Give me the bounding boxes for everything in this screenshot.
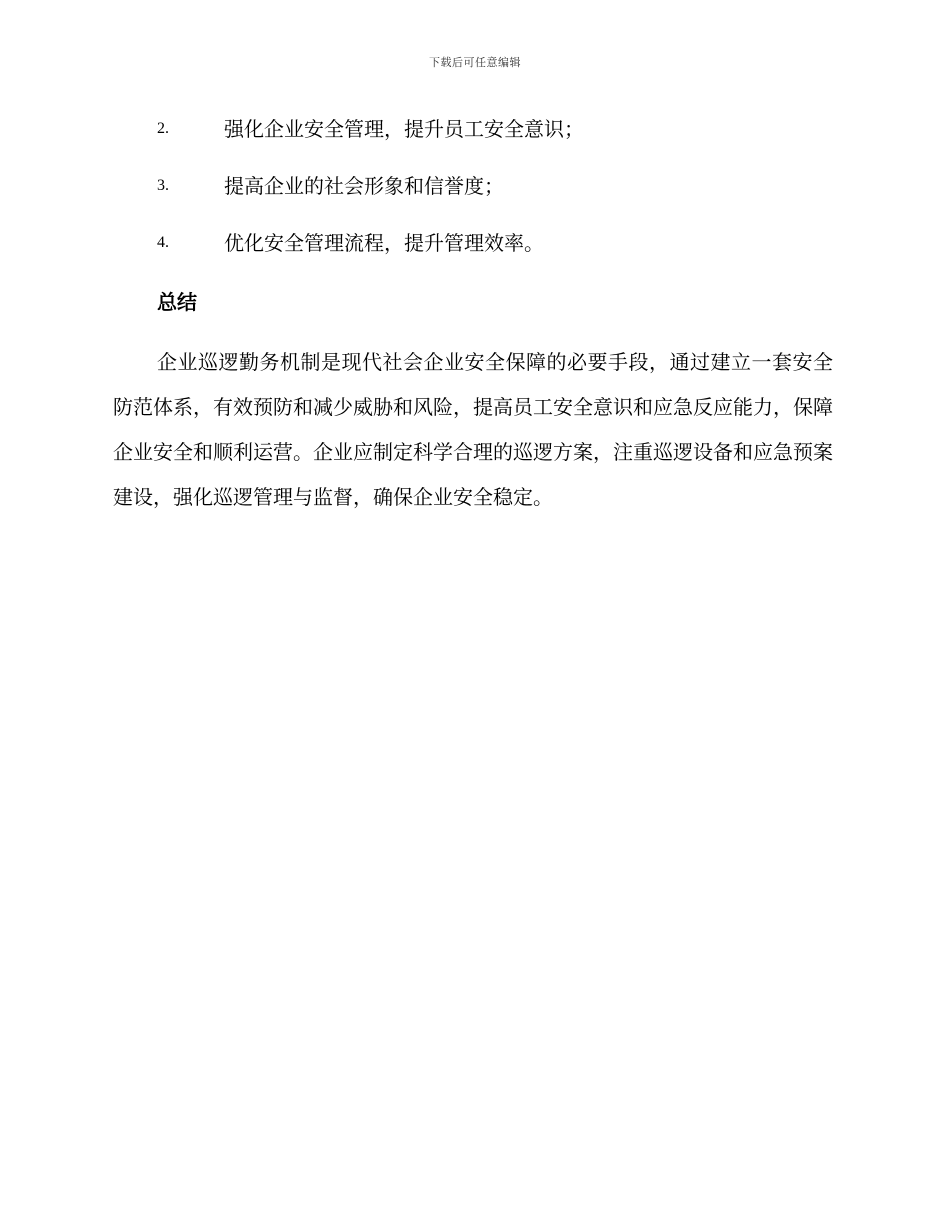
list-item-number: 3.	[157, 177, 169, 194]
list-item	[157, 114, 837, 171]
numbered-list	[157, 114, 837, 285]
list-item	[157, 228, 837, 285]
list-item-text: 优化安全管理流程，提升管理效率。	[224, 231, 544, 255]
list-item-number: 2.	[157, 120, 169, 137]
list-item-number: 4.	[157, 234, 169, 251]
list-item-text: 强化企业安全管理，提升员工安全意识；	[224, 117, 584, 141]
summary-paragraph: 企业巡逻勤务机制是现代社会企业安全保障的必要手段，通过建立一套安全防范体系，有效预防和减少威胁和风险，提高员工安全意识和应急反应能力，保障企业安全和顺利运营。企业应制定科学合理的巡逻方案，注重巡逻设备和应急预案建设，强化巡逻管理与监督，确保企业安全稳定。	[113, 350, 833, 509]
header-note: 下载后可任意编辑	[429, 56, 521, 69]
list-item	[157, 171, 837, 228]
list-item-text: 提高企业的社会形象和信誉度；	[224, 174, 504, 198]
section-title: 总结	[157, 290, 197, 314]
